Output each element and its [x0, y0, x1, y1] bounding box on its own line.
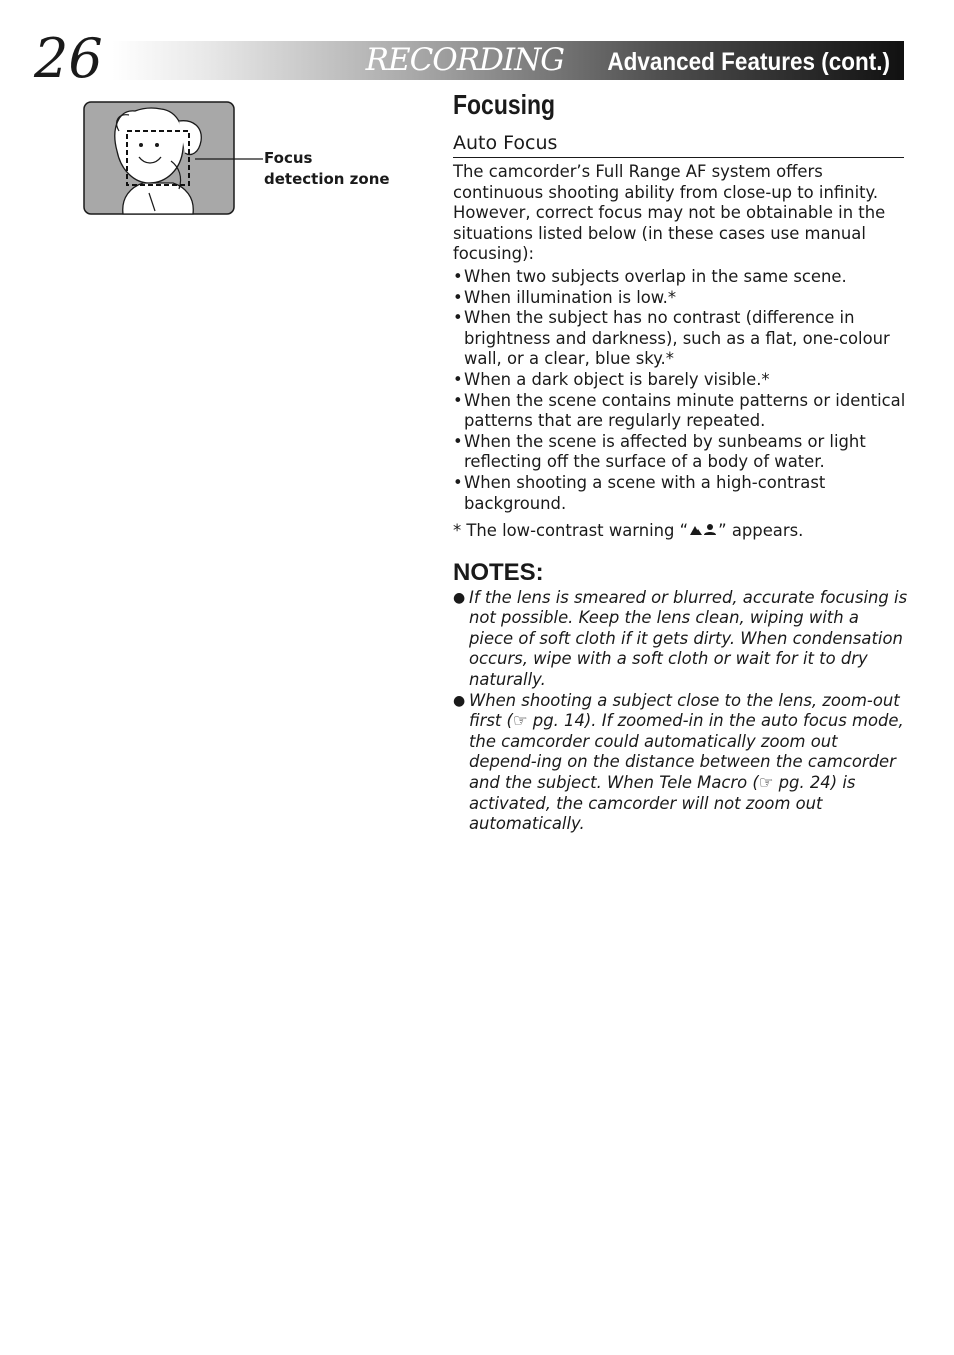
- figure-label-line1: Focus: [264, 149, 313, 167]
- note-item: ● If the lens is smeared or blurred, accurate focusing is not possible. Keep the lens clean, wiping with a piece of soft cloth if it gets dirty. When condensation occurs, wipe with a soft cloth or wait for it to dry naturally.: [453, 587, 908, 690]
- bullet-dot-icon: •: [453, 390, 463, 410]
- header-title: [366, 41, 890, 80]
- note-item: ● When shooting a subject close to the lens, zoom-out first (☞ pg. 14). If zoomed-in in the auto focus mode, the camcorder could automatically zoom out depend-ing on the distance between the camcorder and the subject. When Tele Macro (☞ pg. 24) is activated, the camcorder will not zoom out automatically.: [453, 690, 904, 834]
- intro-paragraph: The camcorder’s Full Range AF system offers continuous shooting ability from close-up to infinity. However, correct focus may not be obtainable in the situations listed below (in these cases use manual focusing):: [453, 162, 886, 264]
- focus-zone-illustration: [83, 101, 235, 215]
- note-bullet-icon: ●: [453, 589, 466, 606]
- section-title: Focusing: [453, 89, 556, 120]
- main-content: [453, 162, 908, 835]
- header-subtitle: Advanced Features (cont.): [607, 48, 890, 76]
- figure-label-line2: detection zone: [264, 170, 390, 188]
- bullet-dot-icon: •: [453, 472, 463, 492]
- bullet-dot-icon: •: [453, 287, 463, 307]
- header-bar: [112, 41, 904, 80]
- bullet-dot-icon: •: [453, 431, 463, 451]
- list-item: • When shooting a scene with a high-contrast background.: [453, 472, 826, 513]
- page-number: 26: [34, 27, 103, 90]
- condition-list: [453, 267, 908, 514]
- list-item: • When a dark object is barely visible.*: [453, 369, 770, 389]
- bullet-dot-icon: •: [453, 266, 463, 286]
- footnote: * The low-contrast warning “ ” appears.: [453, 521, 908, 544]
- subsection-title: Auto Focus: [453, 131, 904, 158]
- viewfinder-image: [83, 101, 235, 215]
- bullet-dot-icon: •: [453, 369, 463, 389]
- note-bullet-icon: ●: [453, 692, 466, 709]
- header-section: RECORDING: [365, 42, 565, 78]
- list-item: • When the subject has no contrast (difference in brightness and darkness), such as a flat, one-colour wall, or a clear, blue sky.*: [453, 308, 890, 369]
- low-contrast-warning-icon: [688, 523, 718, 544]
- list-item: • When the scene is affected by sunbeams or light reflecting off the surface of a body of water.: [453, 431, 866, 472]
- list-item: • When illumination is low.*: [453, 287, 677, 307]
- bullet-dot-icon: •: [453, 308, 463, 328]
- notes-list: [453, 588, 908, 835]
- list-item: • When two subjects overlap in the same scene.: [453, 266, 847, 286]
- focus-zone-label: [264, 148, 414, 190]
- callout-line: [235, 158, 263, 160]
- notes-title: NOTES:: [453, 558, 544, 586]
- list-item: • When the scene contains minute patterns or identical patterns that are regularly repeated.: [453, 390, 906, 431]
